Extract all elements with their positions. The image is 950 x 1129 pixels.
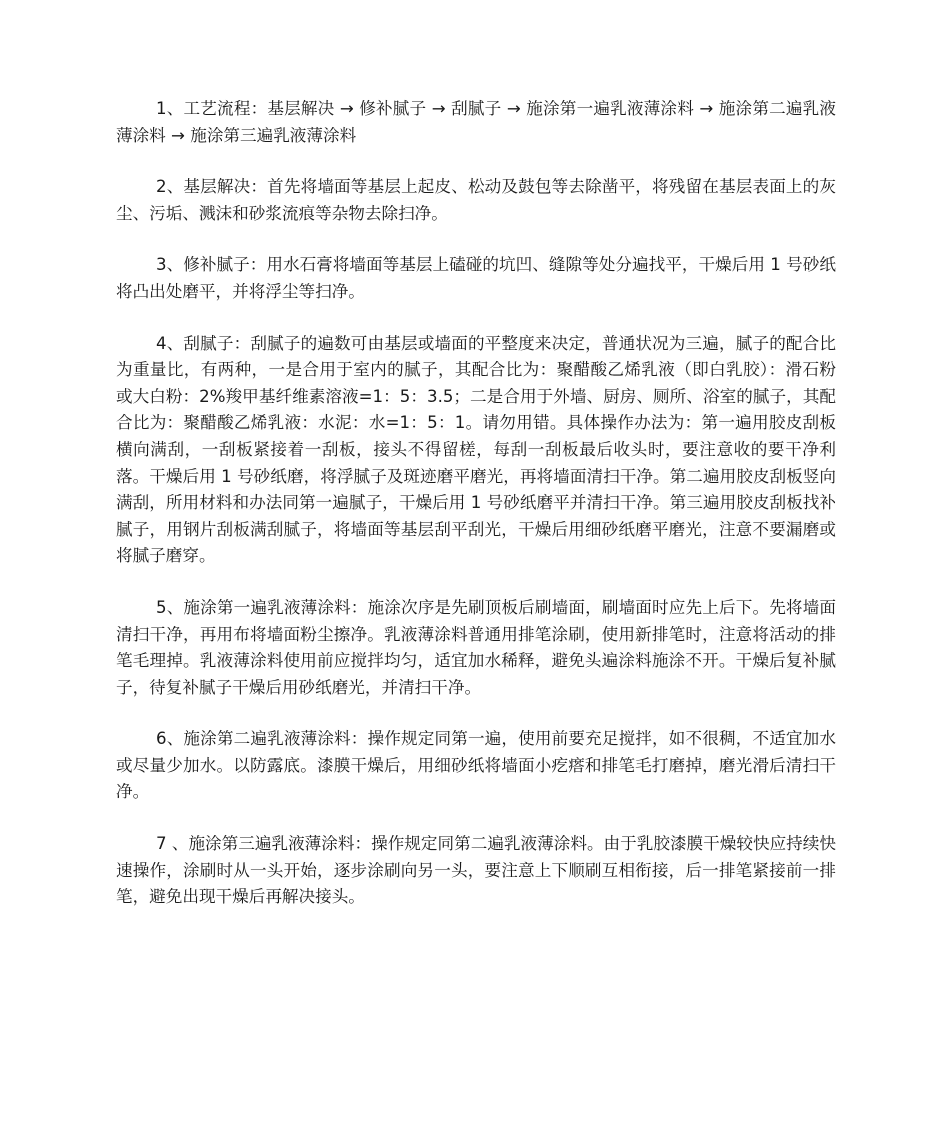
document-body <box>116 96 836 936</box>
paragraph-third-coat: 7 、施涂第三遍乳液薄涂料：操作规定同第二遍乳液薄涂料。由于乳胶漆膜干燥较快应持续快速操作，涂刷时从一头开始，逐步涂刷向另一头，要注意上下顺刷互相衔接，后一排笔紧接前一排笔，避免出现干燥后再解决接头。 <box>116 834 836 907</box>
paragraph-base-treatment: 2、基层解决：首先将墙面等基层上起皮、松动及鼓包等去除凿平，将残留在基层表面上的灰尘、污垢、溅沫和砂浆流痕等杂物去除扫净。 <box>116 177 836 223</box>
paragraph-process-flow: 1、工艺流程：基层解决 → 修补腻子 → 刮腻子 → 施涂第一遍乳液薄涂料 → 施涂第二遍乳液薄涂料 → 施涂第三遍乳液薄涂料 <box>116 99 836 145</box>
paragraph-second-coat: 6、施涂第二遍乳液薄涂料：操作规定同第一遍，使用前要充足搅拌，如不很稠，不适宜加水或尽量少加水。以防露底。漆膜干燥后，用细砂纸将墙面小疙瘩和排笔毛打磨掉，磨光滑后清扫干净。 <box>116 729 836 802</box>
paragraph-scrape-putty: 4、刮腻子：刮腻子的遍数可由基层或墙面的平整度来决定，普通状况为三遍，腻子的配合比为重量比，有两种，一是合用于室内的腻子，其配合比为：聚醋酸乙烯乳液（即白乳胶）：滑石粉或大白粉：2%羧甲基纤维素溶液=1：5：3.5；二是合用于外墙、厨房、厕所、浴室的腻子，其配合比为：聚醋酸乙烯乳液：水泥：水=1：5：1。请勿用错。具体操作办法为：第一遍用胶皮刮板横向满刮，一刮板紧接着一刮板，接头不得留槎，每刮一刮板最后收头时，要注意收的要干净利落。干燥后用 1 号砂纸磨，将浮腻子及斑迹磨平磨光，再将墙面清扫干净。第二遍用胶皮刮板竖向满刮，所用材料和办法同第一遍腻子，干燥后用 1 号砂纸磨平并清扫干净。第三遍用胶皮刮板找补腻子，用钢片刮板满刮腻子，将墙面等基层刮平刮光，干燥后用细砂纸磨平磨光，注意不要漏磨或将腻子磨穿。 <box>116 333 836 566</box>
paragraph-patch-putty: 3、修补腻子：用水石膏将墙面等基层上磕碰的坑凹、缝隙等处分遍找平，干燥后用 1 号砂纸将凸出处磨平，并将浮尘等扫净。 <box>116 255 836 301</box>
paragraph-first-coat: 5、施涂第一遍乳液薄涂料：施涂次序是先刷顶板后刷墙面，刷墙面时应先上后下。先将墙面清扫干净，再用布将墙面粉尘擦净。乳液薄涂料普通用排笔涂刷，使用新排笔时，注意将活动的排笔毛理掉。乳液薄涂料使用前应搅拌均匀，适宜加水稀释，避免头遍涂料施涂不开。干燥后复补腻子，待复补腻子干燥后用砂纸磨光，并清扫干净。 <box>116 597 836 697</box>
